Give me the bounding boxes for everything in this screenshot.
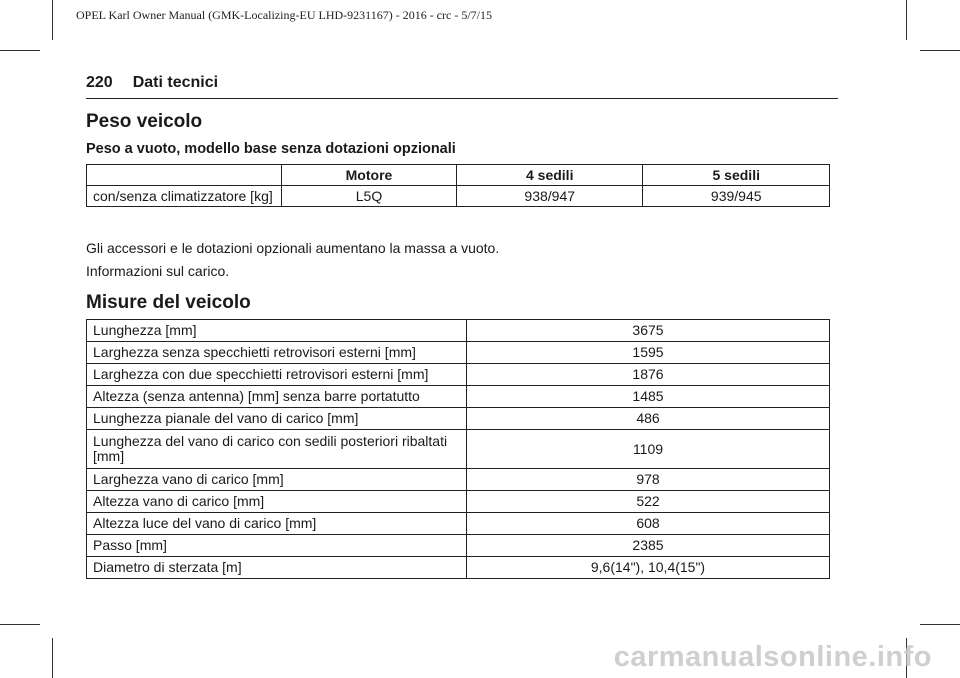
row-label: Lunghezza pianale del vano di carico [mm]	[87, 408, 467, 430]
table-row	[87, 186, 830, 207]
table-row	[87, 342, 830, 364]
row-label: Diametro di sterzata [m]	[87, 557, 467, 579]
table-row	[87, 408, 830, 430]
column-header: 5 sedili	[643, 165, 830, 186]
table-cell: 939/945	[643, 186, 830, 207]
table-row	[87, 364, 830, 386]
table-cell: 1485	[467, 386, 830, 408]
crop-mark	[52, 638, 53, 678]
weight-subtitle: Peso a vuoto, modello base senza dotazioni opzionali	[86, 141, 456, 157]
row-label: Altezza luce del vano di carico [mm]	[87, 513, 467, 535]
row-label: Passo [mm]	[87, 535, 467, 557]
table-row	[87, 513, 830, 535]
column-header	[87, 165, 282, 186]
table-cell: 486	[467, 408, 830, 430]
crop-mark	[920, 50, 960, 51]
table-cell: 1595	[467, 342, 830, 364]
crop-mark	[52, 0, 53, 40]
table-header-row	[87, 165, 830, 186]
table-row	[87, 535, 830, 557]
row-label: Altezza vano di carico [mm]	[87, 491, 467, 513]
table-row	[87, 491, 830, 513]
table-cell: 2385	[467, 535, 830, 557]
table-cell: 522	[467, 491, 830, 513]
table-row	[87, 386, 830, 408]
section-title-dimensions: Misure del veicolo	[86, 292, 251, 313]
row-label: Lunghezza [mm]	[87, 320, 467, 342]
table-cell: 3675	[467, 320, 830, 342]
table-row	[87, 320, 830, 342]
table-cell: 938/947	[456, 186, 643, 207]
table-cell: L5Q	[282, 186, 457, 207]
dimensions-table	[86, 319, 830, 579]
table-row	[87, 557, 830, 579]
row-label: con/senza climatizzatore [kg]	[87, 186, 282, 207]
table-row	[87, 469, 830, 491]
table-cell: 1109	[467, 430, 830, 469]
page-number: 220	[86, 74, 113, 91]
note-load-info: Informazioni sul carico.	[86, 263, 230, 279]
column-header: 4 sedili	[456, 165, 643, 186]
crop-mark	[906, 0, 907, 40]
column-header: Motore	[282, 165, 457, 186]
running-head	[86, 74, 838, 99]
row-label: Lunghezza del vano di carico con sedili posteriori ribaltati [mm]	[87, 430, 467, 469]
watermark: carmanualsonline.info	[613, 641, 932, 673]
table-row	[87, 430, 830, 469]
row-label: Altezza (senza antenna) [mm] senza barre portatutto	[87, 386, 467, 408]
row-label: Larghezza vano di carico [mm]	[87, 469, 467, 491]
table-cell: 9,6(14"), 10,4(15")	[467, 557, 830, 579]
table-cell: 608	[467, 513, 830, 535]
chapter-title: Dati tecnici	[132, 74, 219, 91]
table-cell: 978	[467, 469, 830, 491]
crop-mark	[920, 624, 960, 625]
crop-mark	[0, 624, 40, 625]
row-label: Larghezza senza specchietti retrovisori esterni [mm]	[87, 342, 467, 364]
row-label: Larghezza con due specchietti retrovisori esterni [mm]	[87, 364, 467, 386]
note-accessories: Gli accessori e le dotazioni opzionali aumentano la massa a vuoto.	[86, 240, 500, 256]
section-title-weight: Peso veicolo	[86, 111, 203, 132]
table-cell: 1876	[467, 364, 830, 386]
crop-mark	[0, 50, 40, 51]
weight-table	[86, 164, 830, 207]
document-meta-line: OPEL Karl Owner Manual (GMK-Localizing-EU LHD-9231167) - 2016 - crc - 5/7/15	[76, 8, 492, 22]
